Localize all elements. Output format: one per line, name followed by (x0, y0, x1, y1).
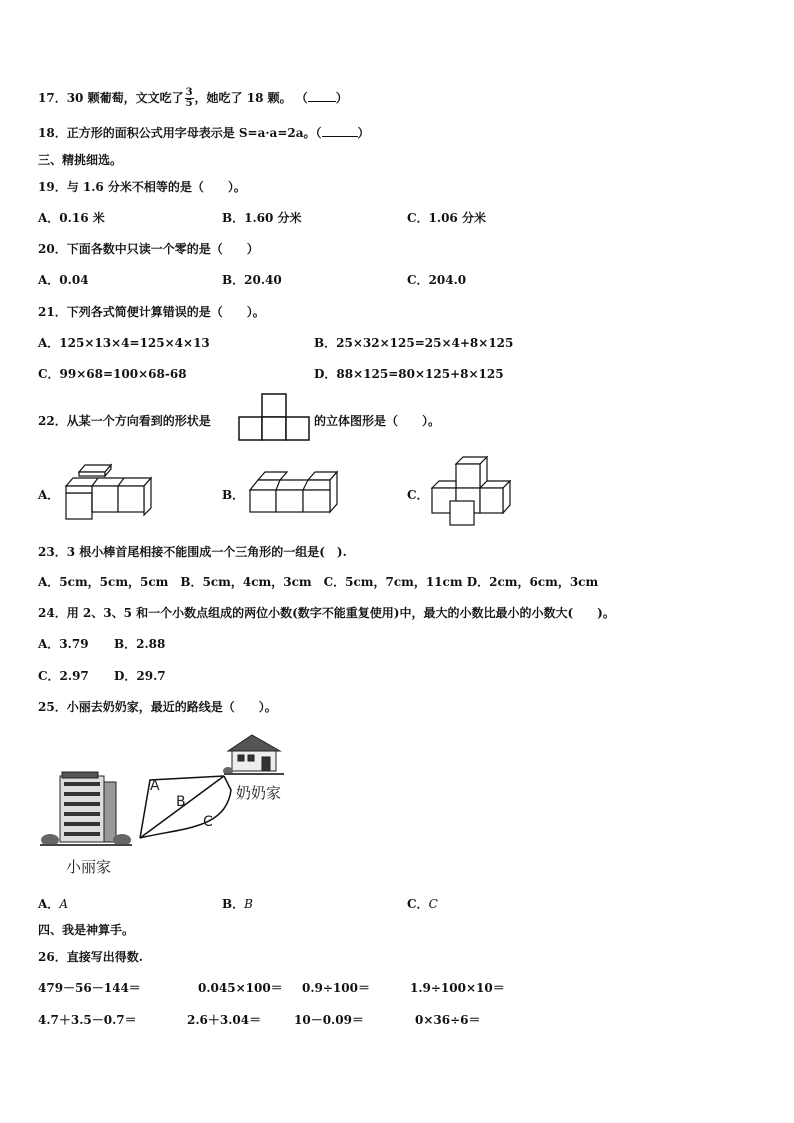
q25-option-a[interactable]: A．A (38, 897, 68, 911)
q24-option-c[interactable]: C．2.97 (38, 669, 89, 683)
section-3-heading: 三、精挑细选。 (38, 153, 123, 167)
q19-option-c[interactable]: C．1.06 分米 (407, 211, 486, 225)
q21-option-d[interactable]: D．88×125=80×125+8×125 (314, 367, 504, 381)
q24-option-b[interactable]: B．2.88 (114, 637, 166, 651)
q25-option-c[interactable]: C．C (407, 897, 438, 911)
section-4-heading: 四、我是神算手。 (38, 923, 135, 937)
q24-option-d[interactable]: D．29.7 (114, 669, 166, 683)
q22-view-shape (238, 393, 310, 441)
question-20-stem: 20．下面各数中只读一个零的是（ ） (38, 242, 259, 256)
q22-option-b-cubes[interactable] (250, 468, 340, 518)
question-22-pre: 22．从某一个方向看到的形状是 (38, 414, 211, 428)
q21-option-a[interactable]: A．125×13×4=125×4×13 (38, 336, 210, 350)
route-c-label: C (203, 814, 213, 830)
q19-option-b[interactable]: B．1.60 分米 (222, 211, 302, 225)
building-icon (40, 770, 132, 848)
q22-option-c-cubes[interactable] (432, 455, 514, 527)
q24-option-a[interactable]: A．3.79 (38, 637, 89, 651)
calc-8[interactable]: 0×36÷6＝ (415, 1013, 481, 1027)
q22-option-a-cubes[interactable] (66, 463, 156, 523)
q20-option-c[interactable]: C．204.0 (407, 273, 467, 287)
question-23-stem: 23．3 根小棒首尾相接不能围成一个三角形的一组是( ). (38, 545, 347, 559)
calc-6[interactable]: 2.6＋3.04＝ (187, 1013, 262, 1027)
calc-4[interactable]: 1.9÷100×10＝ (410, 981, 505, 995)
calc-1[interactable]: 479－56－144＝ (38, 981, 141, 995)
question-21-stem: 21．下列各式简便计算错误的是（ ）。 (38, 305, 265, 319)
xiaoli-home-label: 小丽家 (66, 858, 112, 876)
q17-text-post: ，她吃了 18 颗。 （ (194, 91, 308, 105)
q22-option-a-label[interactable]: A． (38, 488, 60, 502)
fraction-three-fifths: $\frac{3}{5}$ (185, 87, 193, 109)
route-a-label: A (150, 778, 160, 794)
q25-option-b[interactable]: B．B (222, 897, 253, 911)
calc-7[interactable]: 10－0.09＝ (294, 1013, 364, 1027)
question-19-stem: 19．与 1.6 分米不相等的是（ ）。 (38, 180, 246, 194)
q21-option-b[interactable]: B．25×32×125=25×4+8×125 (314, 336, 514, 350)
question-26-stem: 26．直接写出得数. (38, 950, 143, 964)
q22-option-c-label[interactable]: C． (407, 488, 429, 502)
q20-option-b[interactable]: B．20.40 (222, 273, 282, 287)
question-17: 17．30 颗葡萄，文文吃了 $\frac{3}{5}$ ，她吃了 18 颗。 （ ） (38, 87, 348, 109)
q21-option-c[interactable]: C．99×68=100×68-68 (38, 367, 187, 381)
grandma-home-label: 奶奶家 (236, 784, 282, 802)
q18-answer-blank[interactable] (322, 136, 358, 137)
q20-option-a[interactable]: A．0.04 (38, 273, 89, 287)
calc-3[interactable]: 0.9÷100＝ (302, 981, 370, 995)
question-25-stem: 25．小丽去奶奶家，最近的路线是（ ）。 (38, 700, 277, 714)
question-24-stem: 24．用 2、3、5 和一个小数点组成的两位小数(数字不能重复使用)中，最大的小数比最小的小数大( )。 (38, 606, 615, 620)
q17-text-pre: 17．30 颗葡萄，文文吃了 (38, 91, 184, 105)
calc-2[interactable]: 0.045×100＝ (198, 981, 283, 995)
q17-answer-blank[interactable] (308, 101, 336, 102)
q19-option-a[interactable]: A．0.16 米 (38, 211, 105, 225)
question-22-post: 的立体图形是（ ）。 (314, 414, 441, 428)
q23-options[interactable]: A．5cm，5cm，5cm B．5cm，4cm，3cm C．5cm，7cm，11cm D．2cm，6cm，3cm (38, 575, 599, 589)
route-b-label: B (176, 794, 186, 810)
calc-5[interactable]: 4.7＋3.5－0.7＝ (38, 1013, 137, 1027)
question-18: 18．正方形的面积公式用字母表示是 S=a·a=2a。（ ） (38, 126, 370, 140)
q22-option-b-label[interactable]: B． (222, 488, 245, 502)
